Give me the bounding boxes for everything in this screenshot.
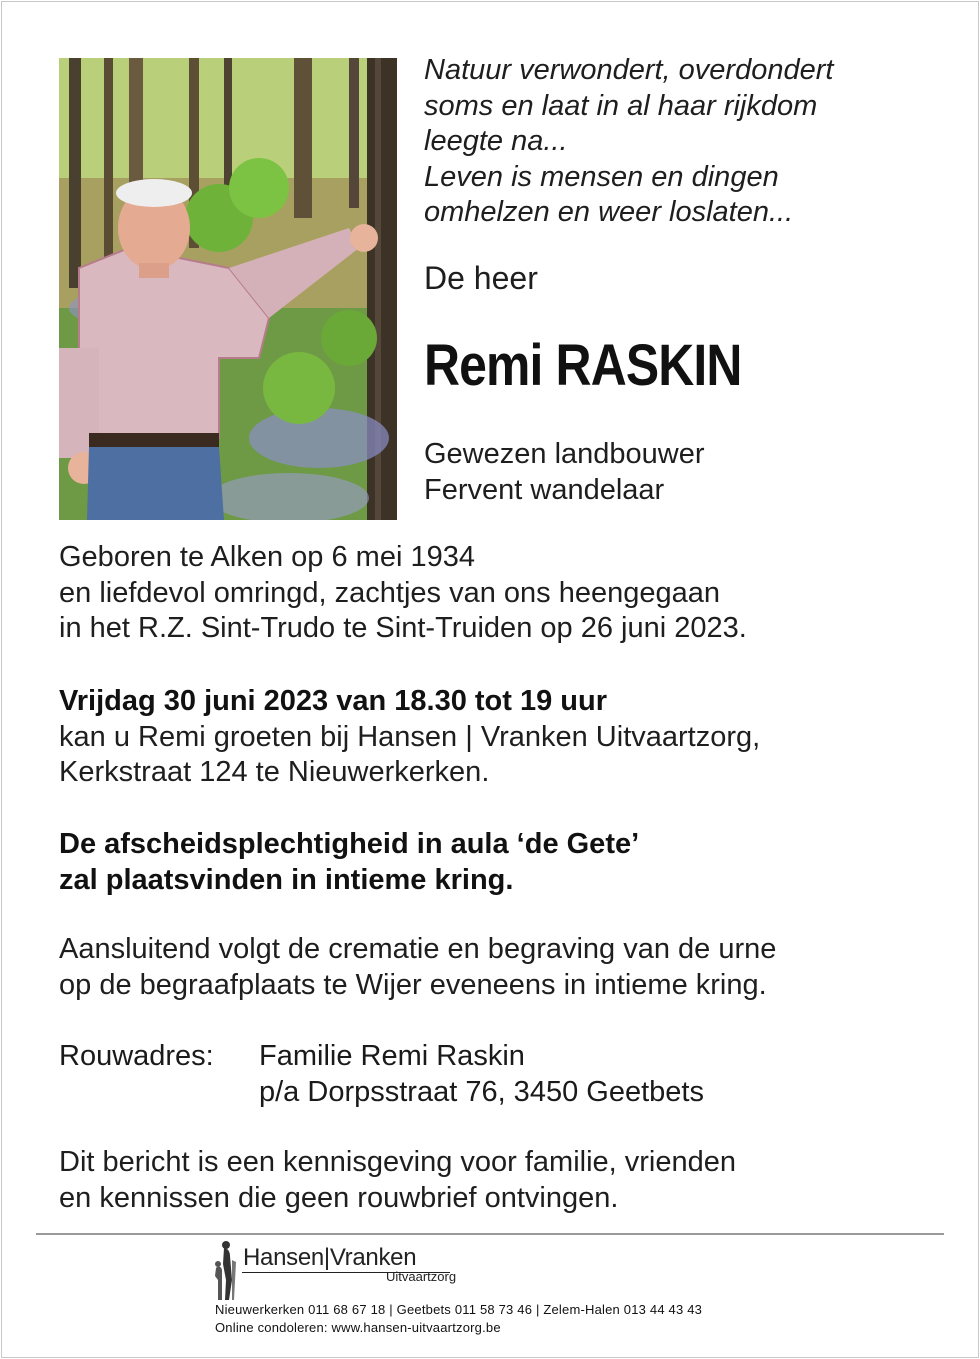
role-line: Fervent wandelaar <box>424 473 665 506</box>
text-line: en liefdevol omringd, zachtjes van ons heengegaan <box>59 576 721 609</box>
poem-line: Natuur verwondert, overdondert <box>424 54 834 86</box>
poem-line: Leven is mensen en dingen <box>424 160 779 193</box>
funeral-home-logo <box>210 1240 470 1302</box>
text-line: kan u Remi groeten bij Hansen | Vranken Uitvaartzorg, <box>59 720 761 753</box>
footer-contacts: Nieuwerkerken 011 68 67 18 | Geetbets 011 58 73 46 | Zelem-Halen 013 44 43 43 <box>215 1302 703 1317</box>
roles <box>424 437 705 508</box>
text-line: Dit bericht is een kennisgeving voor familie, vrienden <box>59 1146 737 1178</box>
visitation-headline: Vrijdag 30 juni 2023 van 18.30 tot 19 uur <box>59 685 608 717</box>
birth-death-text <box>59 540 747 647</box>
address-lines <box>259 1039 704 1110</box>
text-line: Aansluitend volgt de crematie en begraving van de urne <box>59 933 777 965</box>
poem-line: leegte na... <box>424 125 568 157</box>
figures-icon <box>210 1240 240 1302</box>
portrait-photo <box>59 58 397 520</box>
notice-text <box>59 1145 736 1216</box>
text-line: De afscheidsplechtigheid in aula ‘de Gete’ <box>59 828 640 860</box>
text-line: en kennissen die geen rouwbrief ontvingen. <box>59 1181 619 1214</box>
ceremony-text <box>59 827 639 898</box>
logo-name: Hansen|Vranken <box>243 1244 417 1271</box>
address-line: Familie Remi Raskin <box>259 1040 525 1072</box>
visitation-text <box>59 684 760 791</box>
text-line: in het R.Z. Sint-Trudo te Sint-Truiden op 26 juni 2023. <box>59 612 747 644</box>
address-label: Rouwadres: <box>59 1040 214 1072</box>
footer-online: Online condoleren: www.hansen-uitvaartzorg.be <box>215 1320 501 1335</box>
text-line: zal plaatsvinden in intieme kring. <box>59 863 514 896</box>
deceased-name: Remi RASKIN <box>424 333 742 398</box>
text-line: op de begraafplaats te Wijer eveneens in intieme kring. <box>59 968 767 1001</box>
address-line: p/a Dorpsstraat 76, 3450 Geetbets <box>259 1075 704 1108</box>
role-line: Gewezen landbouwer <box>424 438 705 470</box>
poem-line: omhelzen en weer loslaten... <box>424 196 794 228</box>
footer-divider <box>36 1233 944 1235</box>
poem-line: soms en laat in al haar rijkdom <box>424 89 818 122</box>
text-line: Geboren te Alken op 6 mei 1934 <box>59 541 475 573</box>
cremation-text <box>59 932 776 1003</box>
text-line: Kerkstraat 124 te Nieuwerkerken. <box>59 756 490 788</box>
salutation: De heer <box>424 260 538 296</box>
logo-subtitle: Uitvaartzorg <box>386 1269 457 1284</box>
poem <box>424 53 944 231</box>
